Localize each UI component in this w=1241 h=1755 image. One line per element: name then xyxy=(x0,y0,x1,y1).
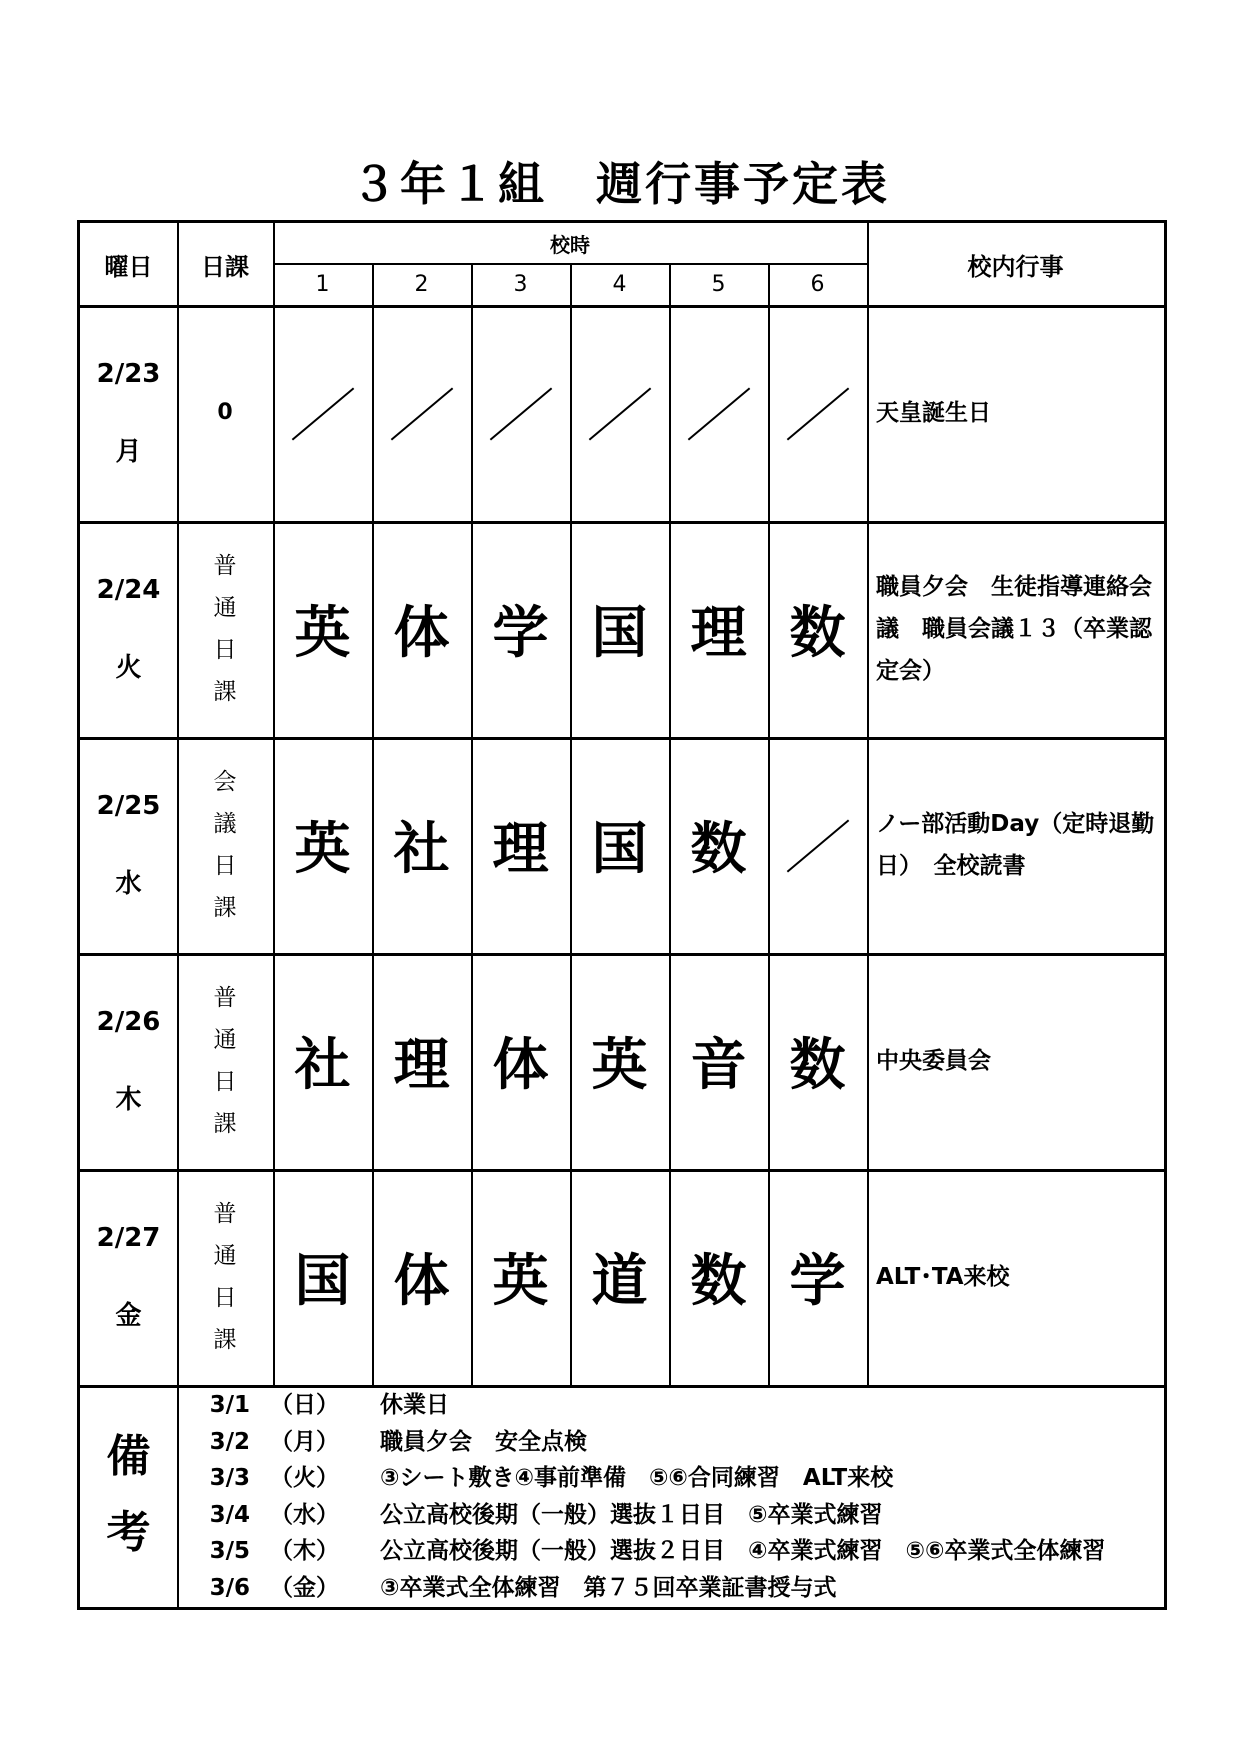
note-text: 職員夕会 安全点検 xyxy=(380,1428,587,1455)
subject-cell: 英 xyxy=(294,817,351,882)
day-cell xyxy=(80,953,177,1169)
event-text: 職員夕会 生徒指導連絡会議 職員会議１３（卒業認定会） xyxy=(876,574,1152,684)
subject-cell: 国 xyxy=(591,817,648,882)
note-text: 公立高校後期（一般）選抜２日目 ④卒業式練習 ⑤⑥卒業式全体練習 xyxy=(380,1538,1106,1564)
weekday-label: 月 xyxy=(115,437,142,467)
no-class-slash xyxy=(588,388,651,441)
event-cell xyxy=(870,305,1164,521)
schedule-label: 普 通 日 課 xyxy=(213,985,237,1137)
note-date: 3/4 xyxy=(209,1501,250,1528)
subject-cell: 道 xyxy=(591,1249,648,1314)
header-schedule: 日課 xyxy=(201,252,249,281)
note-date: 3/6 xyxy=(209,1574,250,1601)
schedule-cell xyxy=(177,953,273,1169)
subject-cell: 体 xyxy=(393,1249,450,1314)
subject-cell: 数 xyxy=(690,817,747,882)
note-date: 3/1 xyxy=(209,1392,250,1418)
day-cell xyxy=(80,737,177,953)
subject-cell: 社 xyxy=(294,1033,351,1098)
no-class-slash xyxy=(390,388,453,441)
subject-cell: 国 xyxy=(294,1249,351,1314)
note-row xyxy=(200,1424,1164,1461)
period-number: 5 xyxy=(711,271,726,297)
note-weekday: （月） xyxy=(270,1428,339,1455)
note-text: ③シート敷き④事前準備 ⑤⑥合同練習 ALT来校 xyxy=(380,1465,894,1491)
date-label: 2/26 xyxy=(96,1007,161,1037)
no-class-slash xyxy=(687,388,750,441)
schedule-cell xyxy=(177,521,273,737)
subject-cell: 理 xyxy=(492,817,549,882)
event-text: ALT･TA来校 xyxy=(876,1264,1010,1290)
note-row xyxy=(200,1533,1164,1570)
schedule-label: 普 通 日 課 xyxy=(213,1201,237,1353)
date-label: 2/24 xyxy=(96,575,161,605)
subject-cell: 国 xyxy=(591,601,648,666)
notes-label: 備 考 xyxy=(106,1431,151,1558)
no-class-slash xyxy=(786,388,849,441)
no-class-slash xyxy=(786,820,849,873)
period-number: 3 xyxy=(513,271,528,297)
no-class-slash xyxy=(489,388,552,441)
date-label: 2/25 xyxy=(96,791,161,821)
schedule-cell xyxy=(177,1169,273,1385)
day-cell xyxy=(80,1169,177,1385)
subject-cell: 理 xyxy=(690,601,747,666)
schedule-label: 会 議 日 課 xyxy=(213,769,237,921)
note-weekday: （水） xyxy=(270,1501,339,1528)
note-date: 3/3 xyxy=(209,1465,250,1491)
subject-cell: 体 xyxy=(393,601,450,666)
header-events: 校内行事 xyxy=(967,252,1064,281)
note-row xyxy=(200,1387,1164,1424)
note-row xyxy=(200,1460,1164,1497)
subject-cell: 数 xyxy=(789,1033,846,1098)
subject-cell: 数 xyxy=(690,1249,747,1314)
note-text: 休業日 xyxy=(380,1392,449,1418)
note-row xyxy=(200,1497,1164,1534)
weekday-label: 木 xyxy=(115,1085,142,1115)
event-cell xyxy=(870,953,1164,1169)
note-text: ③卒業式全体練習 第７５回卒業証書授与式 xyxy=(380,1574,837,1601)
event-cell xyxy=(870,1169,1164,1385)
subject-cell: 社 xyxy=(393,817,450,882)
schedule-table xyxy=(77,220,1167,1610)
date-label: 2/23 xyxy=(96,359,161,389)
schedule-label: 0 xyxy=(217,400,233,425)
schedule-cell xyxy=(177,305,273,521)
no-class-slash xyxy=(291,388,354,441)
day-cell xyxy=(80,305,177,521)
schedule-cell xyxy=(177,737,273,953)
event-cell xyxy=(870,521,1164,737)
subject-cell: 体 xyxy=(492,1033,549,1098)
period-number: 1 xyxy=(315,271,330,297)
period-number: 6 xyxy=(810,271,825,297)
note-row xyxy=(200,1570,1164,1607)
day-cell xyxy=(80,521,177,737)
period-number: 2 xyxy=(414,271,429,297)
subject-cell: 英 xyxy=(492,1249,549,1314)
note-weekday: （木） xyxy=(270,1538,339,1564)
event-text: ノー部活動Day（定時退勤日） 全校読書 xyxy=(876,811,1155,879)
notes-list xyxy=(200,1387,1164,1606)
schedule-label: 普 通 日 課 xyxy=(213,553,237,705)
event-text: 天皇誕生日 xyxy=(876,400,991,426)
weekday-label: 金 xyxy=(115,1301,142,1331)
note-date: 3/5 xyxy=(209,1538,250,1564)
subject-cell: 理 xyxy=(393,1033,450,1098)
subject-cell: 学 xyxy=(789,1249,846,1314)
date-label: 2/27 xyxy=(96,1223,161,1253)
subject-cell: 音 xyxy=(690,1033,747,1098)
note-date: 3/2 xyxy=(209,1428,250,1455)
note-weekday: （日） xyxy=(270,1392,339,1418)
weekday-label: 火 xyxy=(115,653,142,683)
weekday-label: 水 xyxy=(115,869,142,899)
header-periods: 校時 xyxy=(550,232,590,257)
page-title: ３年１組 週行事予定表 xyxy=(351,157,890,211)
subject-cell: 英 xyxy=(591,1033,648,1098)
note-weekday: （金） xyxy=(270,1574,339,1601)
grid-line xyxy=(867,223,869,1385)
subject-cell: 数 xyxy=(789,601,846,666)
header-day: 曜日 xyxy=(104,252,153,281)
period-number: 4 xyxy=(612,271,627,297)
grid-line xyxy=(177,1385,179,1607)
event-text: 中央委員会 xyxy=(876,1048,991,1074)
note-text: 公立高校後期（一般）選抜１日目 ⑤卒業式練習 xyxy=(380,1501,883,1528)
subject-cell: 学 xyxy=(492,601,549,666)
event-cell xyxy=(870,737,1164,953)
subject-cell: 英 xyxy=(294,601,351,666)
note-weekday: （火） xyxy=(270,1465,339,1491)
